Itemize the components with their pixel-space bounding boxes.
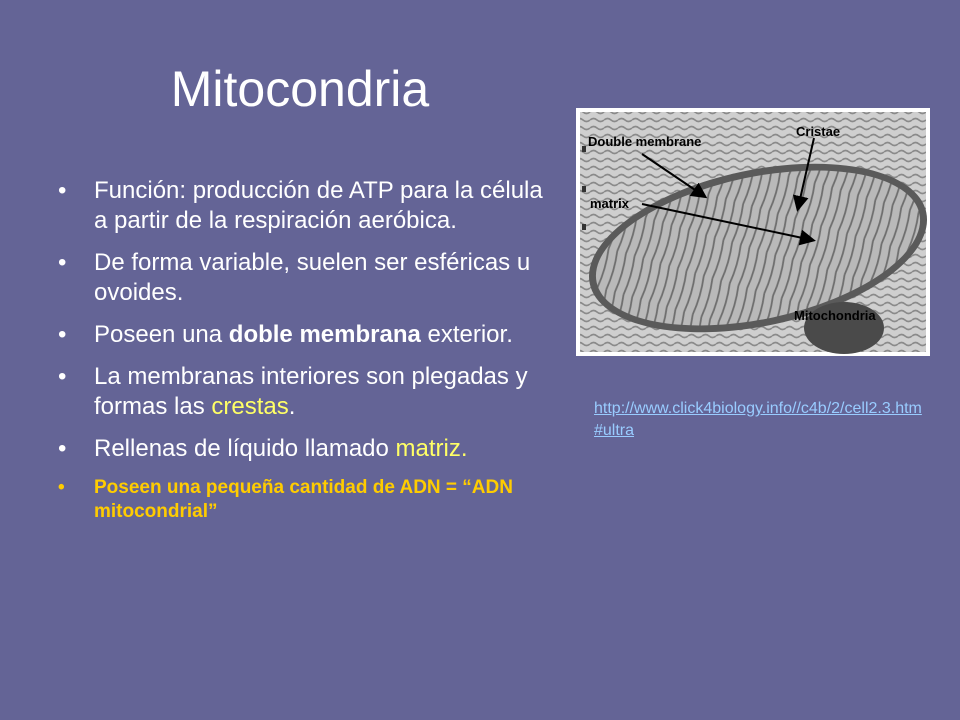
highlight-text: crestas	[211, 393, 289, 420]
bullet-text: Función: producción de ATP para la célula a partir de la respiración aeróbica.	[94, 177, 543, 234]
bullet-text: Poseen una pequeña cantidad de ADN = “ADN mitocondrial”	[94, 477, 513, 522]
bullet-icon: •	[58, 363, 67, 390]
bullet-item	[58, 176, 548, 236]
bullet-item	[58, 248, 548, 308]
bullet-text: De forma variable, suelen ser esféricas u ovoides.	[94, 249, 531, 306]
bullet-item	[58, 434, 548, 464]
bullet-text: Rellenas de líquido llamado	[94, 435, 396, 462]
source-link[interactable]: http://www.click4biology.info//c4b/2/cell2.3.htm#ultra	[594, 400, 922, 439]
scale-mark	[582, 146, 586, 152]
bullet-text: La membranas interiores son plegadas y formas las	[94, 363, 528, 420]
bullet-list	[58, 176, 548, 536]
slide-title: Mitocondria	[170, 61, 430, 117]
label-double-membrane: Double membrane	[588, 134, 702, 149]
bullet-item	[58, 320, 548, 350]
bullet-text: exterior.	[420, 321, 513, 348]
mitochondria-micrograph	[576, 108, 930, 356]
scale-mark	[582, 224, 586, 230]
bullet-text: .	[288, 393, 296, 420]
bullet-text: Poseen una	[94, 321, 229, 348]
bullet-icon: •	[58, 477, 65, 498]
label-mitochondria: Mitochondria	[794, 308, 876, 323]
bullet-icon: •	[58, 249, 67, 276]
bullet-item	[58, 362, 548, 422]
bullet-icon: •	[58, 435, 67, 462]
scale-mark	[582, 186, 586, 192]
label-cristae: Cristae	[796, 124, 841, 139]
micrograph-image	[576, 108, 930, 356]
bullet-item	[58, 476, 548, 524]
bullet-icon: •	[58, 321, 67, 348]
bullet-icon: •	[58, 177, 67, 204]
bullet-bold-text: doble membrana	[228, 321, 421, 348]
highlight-text: matriz.	[395, 435, 468, 462]
label-matrix: matrix	[590, 196, 630, 211]
